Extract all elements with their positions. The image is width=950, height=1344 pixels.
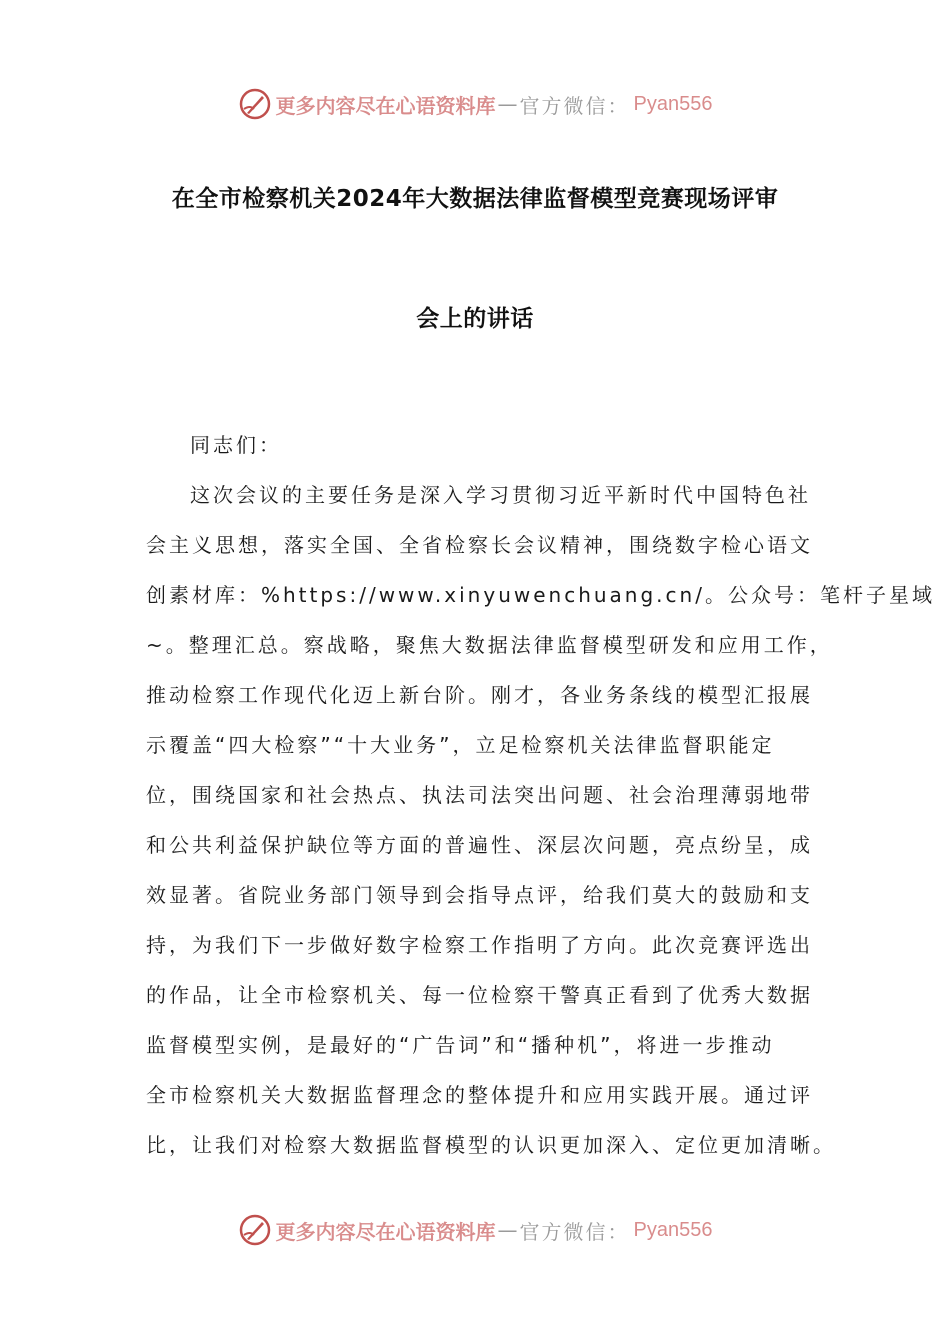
quill-pen-logo-icon bbox=[238, 1213, 272, 1247]
body-line: 推动检察工作现代化迈上新台阶。刚才，各业务条线的模型汇报展 bbox=[146, 683, 813, 707]
body-line: 的作品，让全市检察机关、每一位检察干警真正看到了优秀大数据 bbox=[146, 983, 813, 1007]
banner-brand-text: 更多内容尽在心语资料库 bbox=[275, 1219, 496, 1244]
body-line: 效显著。省院业务部门领导到会指导点评，给我们莫大的鼓励和支 bbox=[146, 883, 813, 907]
body-line: 持，为我们下一步做好数字检察工作指明了方向。此次竞赛评选出 bbox=[146, 933, 813, 957]
document-body bbox=[146, 420, 935, 1170]
body-line: 监督模型实例，是最好的“广告词”和“播种机”，将进一步推动 bbox=[146, 1033, 775, 1057]
banner-wechat-id: Pyan556 bbox=[633, 92, 713, 115]
banner-brand-text: 更多内容尽在心语资料库 bbox=[275, 93, 496, 118]
body-line: ~。整理汇总。察战略，聚焦大数据法律监督模型研发和应用工作， bbox=[146, 633, 833, 657]
body-line: 会主义思想，落实全国、全省检察长会议精神，围绕数字检心语文 bbox=[146, 533, 813, 557]
header-watermark-banner bbox=[0, 84, 950, 124]
body-line: 位，围绕国家和社会热点、执法司法突出问题、社会治理薄弱地带 bbox=[146, 783, 813, 807]
banner-separator: — bbox=[497, 1218, 518, 1242]
document-title-line-1: 在全市检察机关2024年大数据法律监督模型竞赛现场评审 bbox=[171, 186, 779, 212]
document-title-line-2: 会上的讲话 bbox=[416, 306, 534, 332]
salutation: 同志们： bbox=[190, 433, 282, 457]
body-line: 创素材库：%https://www.xinyuwenchuang.cn/。公众号：笔杆子星域 bbox=[146, 583, 935, 607]
banner-official-text: 官方微信： bbox=[519, 93, 630, 118]
body-line: 比，让我们对检察大数据监督模型的认识更加深入、定位更加清晰。 bbox=[146, 1133, 836, 1157]
banner-wechat-id: Pyan556 bbox=[633, 1218, 713, 1241]
banner-separator: — bbox=[497, 92, 518, 116]
body-line: 全市检察机关大数据监督理念的整体提升和应用实践开展。通过评 bbox=[146, 1083, 813, 1107]
banner-official-text: 官方微信： bbox=[519, 1219, 630, 1244]
body-line: 示覆盖“四大检察”“十大业务”，立足检察机关法律监督职能定 bbox=[146, 733, 775, 757]
body-line: 这次会议的主要任务是深入学习贯彻习近平新时代中国特色社 bbox=[190, 483, 811, 507]
quill-pen-logo-icon bbox=[238, 87, 272, 121]
body-line: 和公共利益保护缺位等方面的普遍性、深层次问题，亮点纷呈，成 bbox=[146, 833, 813, 857]
footer-watermark-banner bbox=[0, 1210, 950, 1250]
